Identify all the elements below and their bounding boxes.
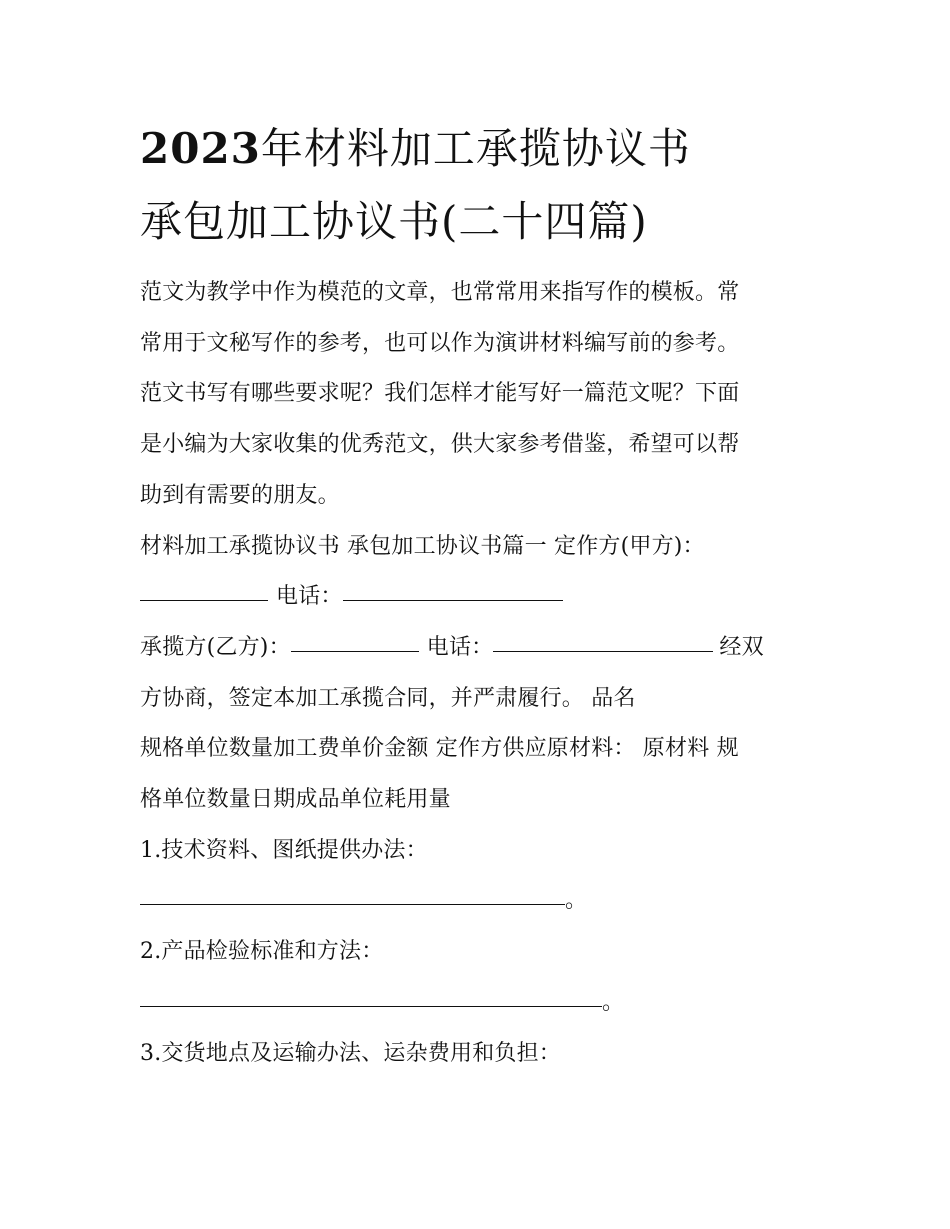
party-b-label: 承揽方(乙方)： bbox=[140, 634, 291, 660]
party-a-line bbox=[140, 572, 820, 623]
intro-line: 常用于文秘写作的参考，也可以作为演讲材料编写前的参考。 bbox=[140, 330, 740, 356]
intro-line: 是小编为大家收集的优秀范文，供大家参考借鉴，希望可以帮 bbox=[140, 432, 740, 458]
table-header-line: 规格单位数量加工费单价金额 定作方供应原材料： 原材料 规 bbox=[140, 736, 739, 762]
item-1-end: 。 bbox=[565, 888, 588, 914]
section-heading: 材料加工承揽协议书 承包加工协议书篇一 定作方(甲方)： bbox=[140, 533, 705, 559]
title-line-2: 承包加工协议书(二十四篇) bbox=[140, 197, 648, 246]
item-2-blank bbox=[140, 1005, 602, 1007]
party-b-phone-blank bbox=[493, 650, 713, 652]
intro-line: 助到有需要的朋友。 bbox=[140, 482, 340, 508]
party-b-name-blank bbox=[291, 650, 419, 652]
item-1: 1.技术资料、图纸提供办法： bbox=[140, 837, 428, 863]
agreement-line: 方协商，签定本加工承揽合同，并严肃履行。 品名 bbox=[140, 685, 636, 711]
document-title bbox=[140, 112, 820, 258]
item-1-blank-line bbox=[140, 876, 820, 927]
party-b-tail: 经双 bbox=[719, 634, 764, 660]
item-2-end: 。 bbox=[602, 989, 625, 1015]
item-3: 3.交货地点及运输办法、运杂费用和负担： bbox=[140, 1040, 561, 1066]
party-b-line bbox=[140, 623, 820, 674]
document-body bbox=[140, 268, 820, 1079]
document-page bbox=[140, 112, 820, 1079]
intro-line: 范文书写有哪些要求呢？我们怎样才能写好一篇范文呢？下面 bbox=[140, 381, 740, 407]
party-a-name-blank bbox=[140, 599, 268, 601]
title-line-1-text: 年材料加工承揽协议书 bbox=[260, 124, 691, 173]
item-2-blank-line bbox=[140, 978, 820, 1029]
title-year: 2023 bbox=[140, 124, 261, 173]
party-b-phone-label: 电话： bbox=[426, 634, 494, 660]
item-1-blank bbox=[140, 903, 565, 905]
title-line-1 bbox=[140, 112, 820, 185]
party-a-phone-label: 电话： bbox=[276, 584, 343, 610]
intro-line: 范文为教学中作为模范的文章，也常常用来指写作的模板。常 bbox=[140, 280, 740, 305]
table-header-line: 格单位数量日期成品单位耗用量 bbox=[140, 787, 451, 813]
party-a-phone-blank bbox=[343, 599, 563, 601]
item-2: 2.产品检验标准和方法： bbox=[140, 939, 384, 965]
